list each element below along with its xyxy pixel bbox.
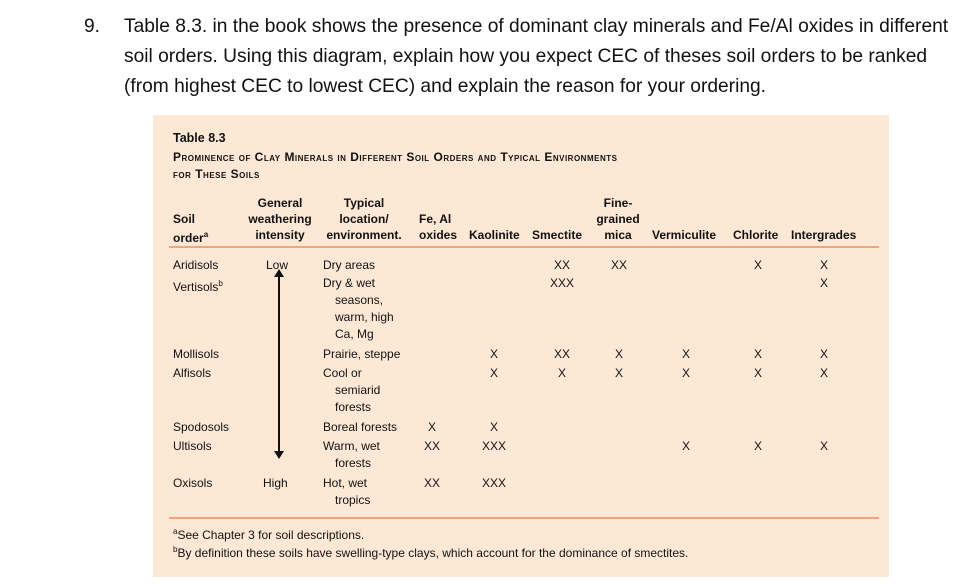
mark-alfisols-smectite: X [557,366,566,380]
table-figure [153,115,889,577]
env-alfisols: Cool or semiarid forests [323,366,381,414]
footnote-a: $^a$See Chapter 3 for soil descriptions. [173,527,365,542]
question-number: 9. [84,16,101,37]
header-rule [169,246,879,248]
mark-alfisols-intergrades: X [819,366,828,380]
header-intergrades: Intergrades [791,228,857,242]
mark-ultisols-vermiculite: X [681,439,690,453]
soil-ultisols: Ultisols [173,439,212,453]
table-title-line-1: Prominence of Clay Minerals in Different Soil Orders and Typical Environments [173,150,618,164]
mark-oxisols-feal: XX [423,476,440,490]
intensity-low: Low [266,258,289,272]
mark-spodosols-kaolinite: X [489,420,498,434]
mark-mollisols-mica: X [614,347,623,361]
table-title-line-2: for These Soils [173,167,260,181]
mark-vertisols-intergrades: X [819,276,828,290]
intensity-high: High [263,476,288,490]
soil-aridisols: Aridisols [173,258,219,272]
mark-alfisols-kaolinite: X [489,366,498,380]
env-mollisols: Prairie, steppe [323,347,401,361]
mark-alfisols-vermiculite: X [681,366,690,380]
table-title [173,149,873,183]
soil-mollisols: Mollisols [173,347,220,361]
header-mica: Fine- grained mica [596,196,640,242]
mark-vertisols-smectite: XXX [549,276,574,290]
header-location: Typical location/ environment. [326,196,402,242]
question-text: Table 8.3. in the book shows the presence of dominant clay minerals and Fe/Al oxides in different soil orders. Using this diagram, explain how you expect CEC of theses soil orders to be ranked (from highest CEC to lowest CEC) and explain the reason for your ordering. [124,16,949,97]
header-chlorite: Chlorite [733,228,779,242]
mark-spodosols-feal: X [427,420,436,434]
env-ultisols: Warm, wet forests [323,439,380,470]
mark-ultisols-chlorite: X [753,439,762,453]
mark-aridisols-intergrades: X [819,258,828,272]
header-feal: Fe, Al oxides [419,212,458,242]
mark-ultisols-feal: XX [423,439,440,453]
mark-ultisols-intergrades: X [819,439,828,453]
header-vermiculite: Vermiculite [652,228,717,242]
mark-aridisols-mica: XX [610,258,627,272]
env-spodosols: Boreal forests [323,420,398,434]
env-oxisols: Hot, wet tropics [323,476,371,507]
env-vertisols: Dry & wet seasons, warm, high Ca, Mg [323,276,394,341]
mark-ultisols-kaolinite: XXX [481,439,506,453]
table-label: Table 8.3 [173,131,226,145]
header-smectite: Smectite [532,228,583,242]
mark-mollisols-intergrades: X [819,347,828,361]
mark-alfisols-mica: X [614,366,623,380]
mark-aridisols-chlorite: X [753,258,762,272]
header-kaolinite: Kaolinite [469,228,520,242]
header-soil: Soil order$^a$ [173,212,209,245]
mark-alfisols-chlorite: X [753,366,762,380]
mark-mollisols-vermiculite: X [681,347,690,361]
mark-mollisols-chlorite: X [753,347,762,361]
env-aridisols: Dry areas [323,258,376,272]
soil-oxisols: Oxisols [173,476,213,490]
soil-alfisols: Alfisols [173,366,212,380]
mark-mollisols-kaolinite: X [489,347,498,361]
mark-aridisols-smectite: XX [553,258,570,272]
mark-oxisols-kaolinite: XXX [481,476,506,490]
soil-vertisols: Vertisols$^b$ [173,279,223,294]
mark-mollisols-smectite: XX [553,347,570,361]
footer-rule [169,517,879,519]
header-weathering: General weathering intensity [248,196,312,242]
soil-spodosols: Spodosols [173,420,230,434]
weathering-arrow [278,275,280,453]
footnote-b: $^b$By definition these soils have swelling-type clays, which account for the dominance of smectites. [173,545,689,560]
